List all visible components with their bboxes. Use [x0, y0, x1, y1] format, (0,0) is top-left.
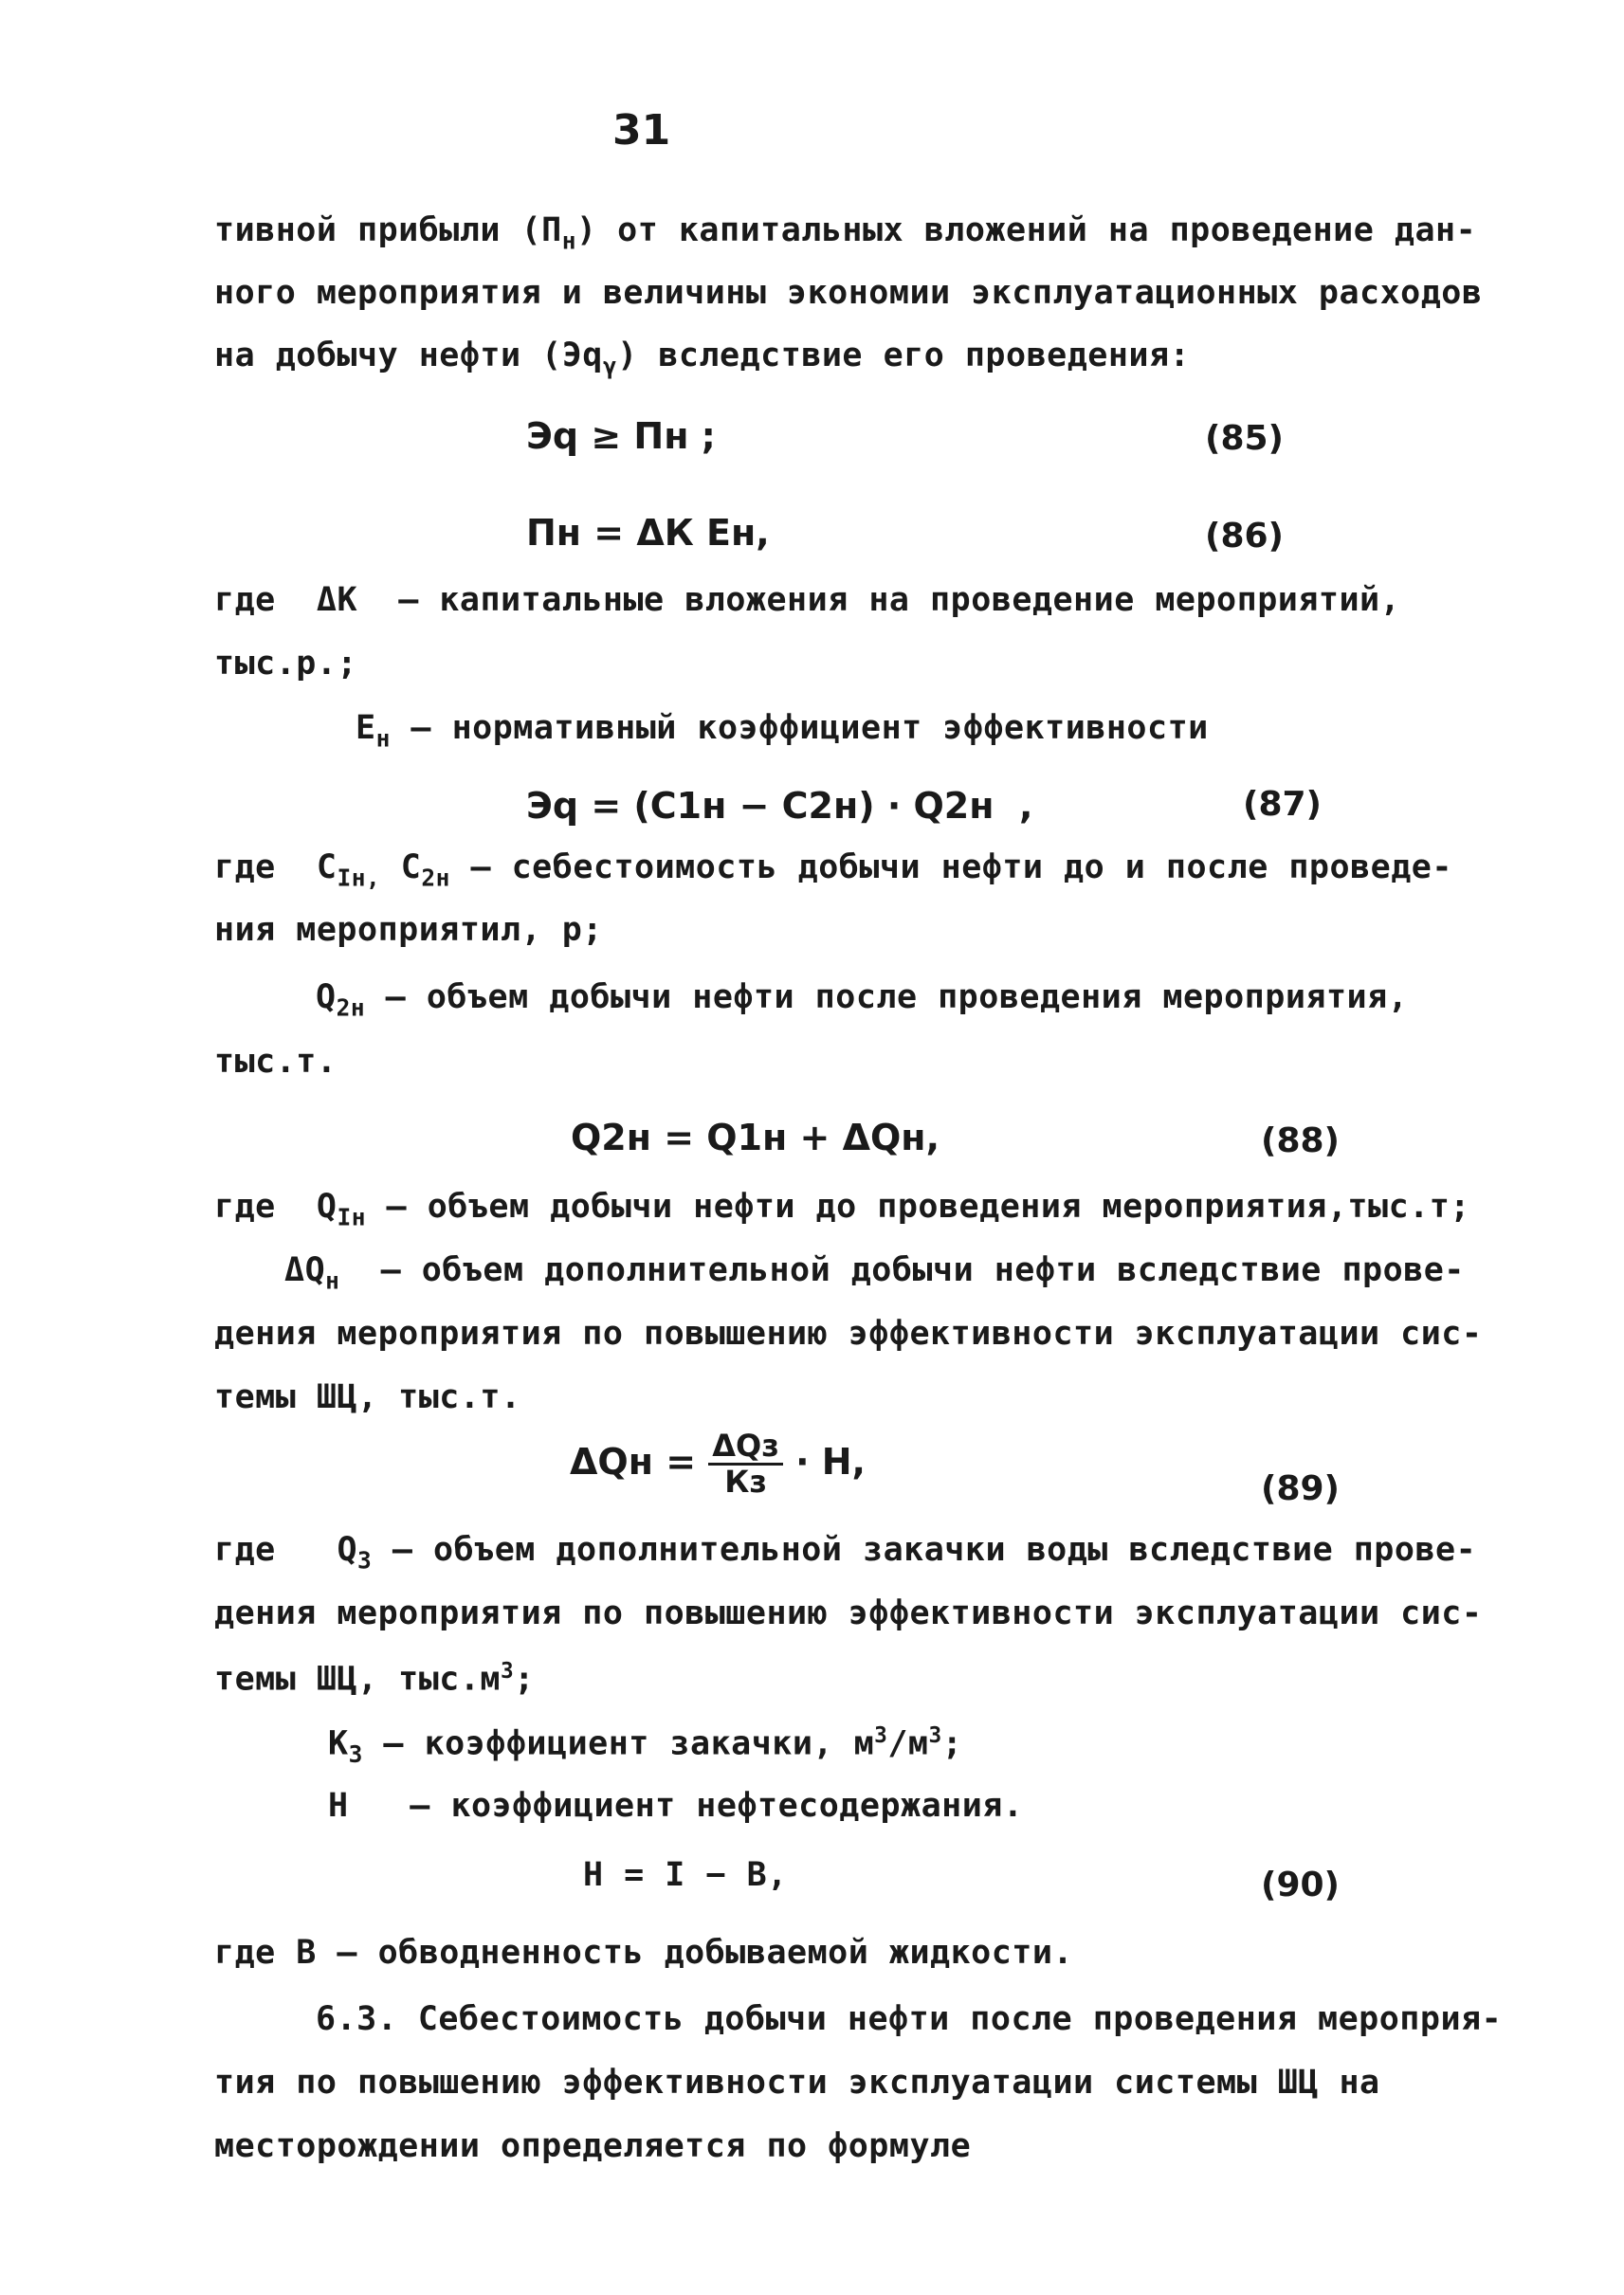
- def-q3-line2: дения мероприятия по повышению эффективности эксплуатации сис-: [214, 1594, 1483, 1632]
- def-b: где В – обводненность добываемой жидкости.: [214, 1934, 1074, 1972]
- equation-86: Пн = ΔК Ен,: [526, 512, 770, 554]
- equation-89: ΔQн = $\frac{\text{ΔQз}}{Кз}$ · Н,: [570, 1428, 866, 1501]
- equation-89-fraction: $\frac{\text{ΔQз}}{Кз}$: [708, 1430, 783, 1499]
- def-delta-q-line3: темы ШЦ, тыс.т.: [214, 1378, 521, 1416]
- intro-line-1: тивной прибыли $(П_н)$ от капитальных вложений на проведение дан-: [214, 211, 1477, 255]
- equation-85: Эq ≥ Пн ;: [526, 415, 716, 457]
- equation-87-number: (87): [1243, 785, 1323, 824]
- section-6-3-line-1: 6.3. Себестоимость добычи нефти после проведения мероприя-: [316, 2000, 1503, 2038]
- def-delta-k: где ΔК – капитальные вложения на проведение мероприятий,: [214, 581, 1401, 619]
- equation-85-number: (85): [1205, 419, 1285, 458]
- def-q3-line3: темы ШЦ, $тыс.м^3$;: [214, 1659, 535, 1699]
- def-q2-line2: тыс.т.: [214, 1043, 338, 1081]
- equation-89-number: (89): [1261, 1469, 1341, 1508]
- section-6-3-line-3: месторождении определяется по формуле: [214, 2127, 972, 2165]
- equation-90-number: (90): [1261, 1866, 1341, 1904]
- def-h: Н – коэффициент нефтесодержания.: [328, 1787, 1024, 1825]
- def-c1-c2-line2: ния мероприятил, р;: [214, 911, 603, 949]
- def-delta-q: $\Delta Q_н$ – объем дополнительной добычи нефти вследствие прове-: [284, 1251, 1465, 1295]
- intro-line-2: ного мероприятия и величины экономии эксплуатационных расходов: [214, 274, 1483, 312]
- intro-line-3: на добычу нефти $(Эq_\gamma)$ вследствие его проведения:: [214, 337, 1191, 380]
- def-q1: где $Q_{Iн}$ – объем добычи нефти до проведения мероприятия,тыс.т;: [214, 1188, 1470, 1231]
- def-k3: $К_3$ – коэффициент закачки, $м^3/м^3$;: [328, 1723, 963, 1769]
- def-q2: $Q_{2н}$ – объем добычи нефти после проведения мероприятия,: [316, 978, 1409, 1022]
- equation-90: Н = I − В,: [583, 1856, 788, 1894]
- equation-87: Эq = (С1н − С2н) · Q2н ,: [526, 785, 1033, 827]
- def-q3: где $Q_3$ – объем дополнительной закачки воды вследствие прове-: [214, 1531, 1477, 1575]
- page-number: 31: [612, 106, 671, 155]
- equation-88: Q2н = Q1н + ΔQн,: [571, 1117, 940, 1158]
- section-6-3-line-2: тия по повышению эффективности эксплуатации системы ШЦ на: [214, 2064, 1380, 2102]
- def-delta-k-line2: тыс.р.;: [214, 645, 358, 683]
- def-c1-c2: где $С_{Iн,}$ $С_{2н}$ – себестоимость добычи нефти до и после проведе-: [214, 848, 1452, 892]
- def-delta-q-line2: дения мероприятия по повышению эффективности эксплуатации сис-: [214, 1315, 1483, 1353]
- equation-88-number: (88): [1261, 1121, 1341, 1160]
- def-en: $Е_н$ – нормативный коэффициент эффективности: [356, 709, 1209, 753]
- equation-86-number: (86): [1205, 517, 1285, 556]
